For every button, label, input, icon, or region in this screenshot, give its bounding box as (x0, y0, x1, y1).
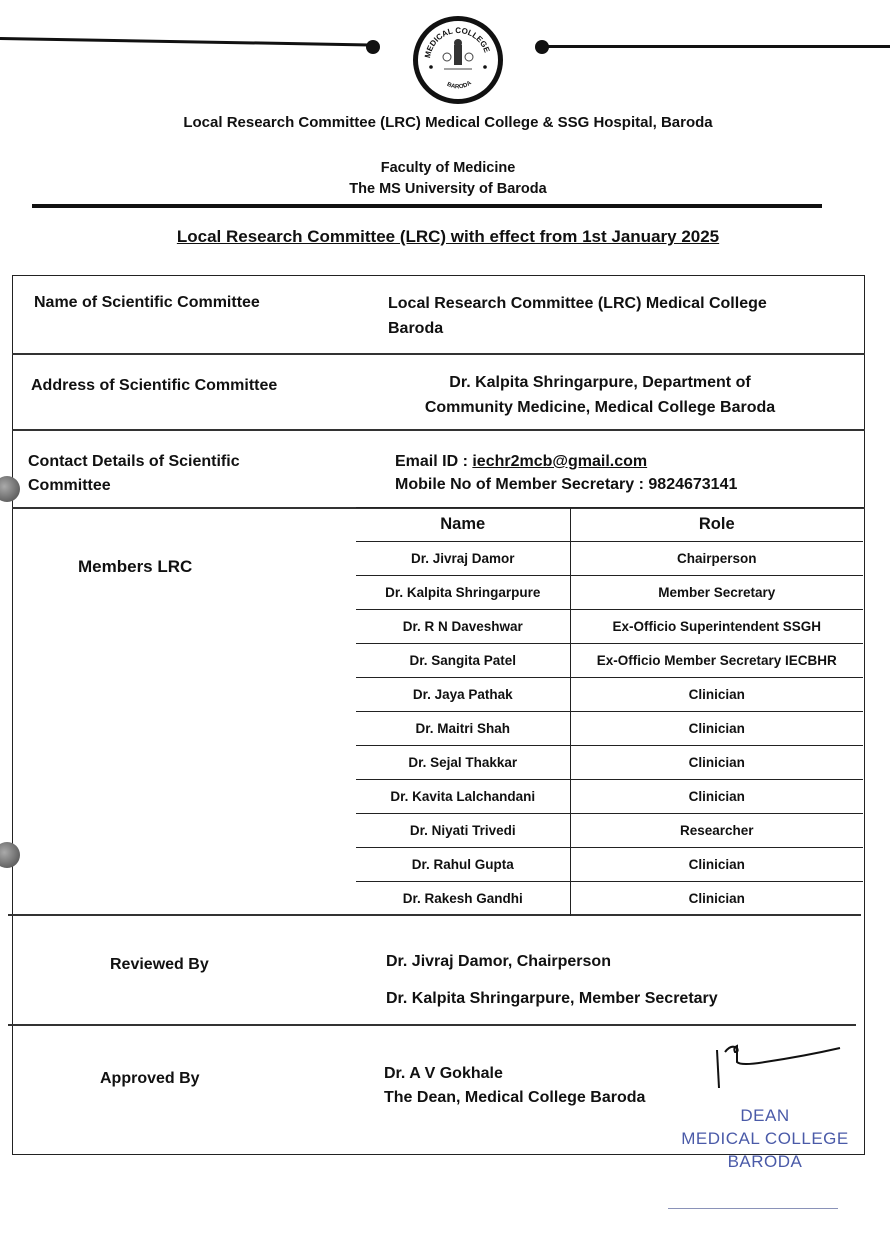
header-left-rule (0, 37, 370, 46)
faculty-name: Faculty of Medicine (380, 160, 516, 176)
name-label: Name of Scientific Committee (34, 294, 260, 311)
member-role: Clinician (570, 746, 863, 780)
mobile-label: Mobile No of Member Secretary : (395, 476, 649, 493)
member-name: Dr. Jaya Pathak (356, 678, 570, 712)
member-name: Dr. R N Daveshwar (356, 610, 570, 644)
member-name: Dr. Rakesh Gandhi (356, 882, 570, 916)
college-seal-logo (413, 16, 503, 104)
header-divider (32, 204, 822, 208)
column-header-name: Name (356, 508, 570, 542)
table-row (356, 780, 863, 814)
table-row (356, 712, 863, 746)
seal-emblem-icon (418, 21, 498, 99)
effective-date-title: Local Research Committee (LRC) with effect from 1st January 2025 (176, 227, 720, 246)
member-role: Member Secretary (570, 576, 863, 610)
dean-stamp: DEAN MEDICAL COLLEGE BARODA (681, 1106, 849, 1171)
members-table (356, 507, 863, 916)
member-name: Dr. Kavita Lalchandani (356, 780, 570, 814)
address-label: Address of Scientific Committee (31, 377, 278, 394)
member-role: Chairperson (570, 542, 863, 576)
svg-text:MEDICAL COLLEGE: MEDICAL COLLEGE (423, 25, 492, 59)
dean-signature-icon (705, 1038, 850, 1093)
approved-by-label: Approved By (100, 1070, 200, 1087)
member-name: Dr. Niyati Trivedi (356, 814, 570, 848)
reviewed-by-line2: Dr. Kalpita Shringarpure, Member Secretary (386, 990, 718, 1007)
university-name: The MS University of Baroda (349, 181, 547, 197)
member-name: Dr. Maitri Shah (356, 712, 570, 746)
reviewed-by-label: Reviewed By (110, 956, 209, 973)
row-divider (8, 1024, 856, 1026)
member-role: Clinician (570, 882, 863, 916)
table-row (356, 746, 863, 780)
table-row (356, 576, 863, 610)
member-name: Dr. Kalpita Shringarpure (356, 576, 570, 610)
member-role: Ex-Officio Member Secretary IECBHR (570, 644, 863, 678)
reviewed-by-line1: Dr. Jivraj Damor, Chairperson (386, 953, 611, 970)
member-role: Clinician (570, 678, 863, 712)
member-role: Clinician (570, 780, 863, 814)
member-name: Dr. Sangita Patel (356, 644, 570, 678)
stamp-underline (668, 1208, 838, 1209)
committee-main-title: Local Research Committee (LRC) Medical College & SSG Hospital, Baroda (183, 114, 713, 131)
row-divider (12, 429, 865, 431)
table-row (356, 678, 863, 712)
members-label: Members LRC (78, 557, 193, 576)
mobile-number: 9824673141 (648, 476, 738, 493)
faculty-heading (0, 158, 896, 200)
svg-text:BARODA: BARODA (445, 80, 473, 91)
address-value: Dr. Kalpita Shringarpure, Department of Community Medicine, Medical College Baroda (424, 374, 776, 416)
member-role: Ex-Officio Superintendent SSGH (570, 610, 863, 644)
header-right-rule (545, 45, 890, 48)
name-value: Local Research Committee (LRC) Medical College Baroda (388, 295, 767, 337)
approved-by-line2: The Dean, Medical College Baroda (384, 1089, 646, 1106)
approved-by-line1: Dr. A V Gokhale (384, 1065, 503, 1082)
table-row (356, 610, 863, 644)
row-divider (12, 353, 865, 355)
table-row (356, 814, 863, 848)
table-row (356, 542, 863, 576)
member-role: Clinician (570, 848, 863, 882)
contact-label: Contact Details of Scientific Committee (28, 453, 240, 494)
table-row (356, 644, 863, 678)
members-header-row (356, 508, 863, 542)
contact-value (395, 450, 737, 496)
member-name: Dr. Sejal Thakkar (356, 746, 570, 780)
member-role: Researcher (570, 814, 863, 848)
email-label: Email ID : (395, 453, 473, 470)
member-role: Clinician (570, 712, 863, 746)
mobile-line (395, 473, 737, 496)
header-left-dot (366, 40, 380, 54)
table-row (356, 848, 863, 882)
email-line (395, 450, 737, 473)
member-name: Dr. Rahul Gupta (356, 848, 570, 882)
column-header-role: Role (570, 508, 863, 542)
email-link[interactable]: iechr2mcb@gmail.com (472, 453, 648, 470)
member-name: Dr. Jivraj Damor (356, 542, 570, 576)
table-row (356, 882, 863, 916)
